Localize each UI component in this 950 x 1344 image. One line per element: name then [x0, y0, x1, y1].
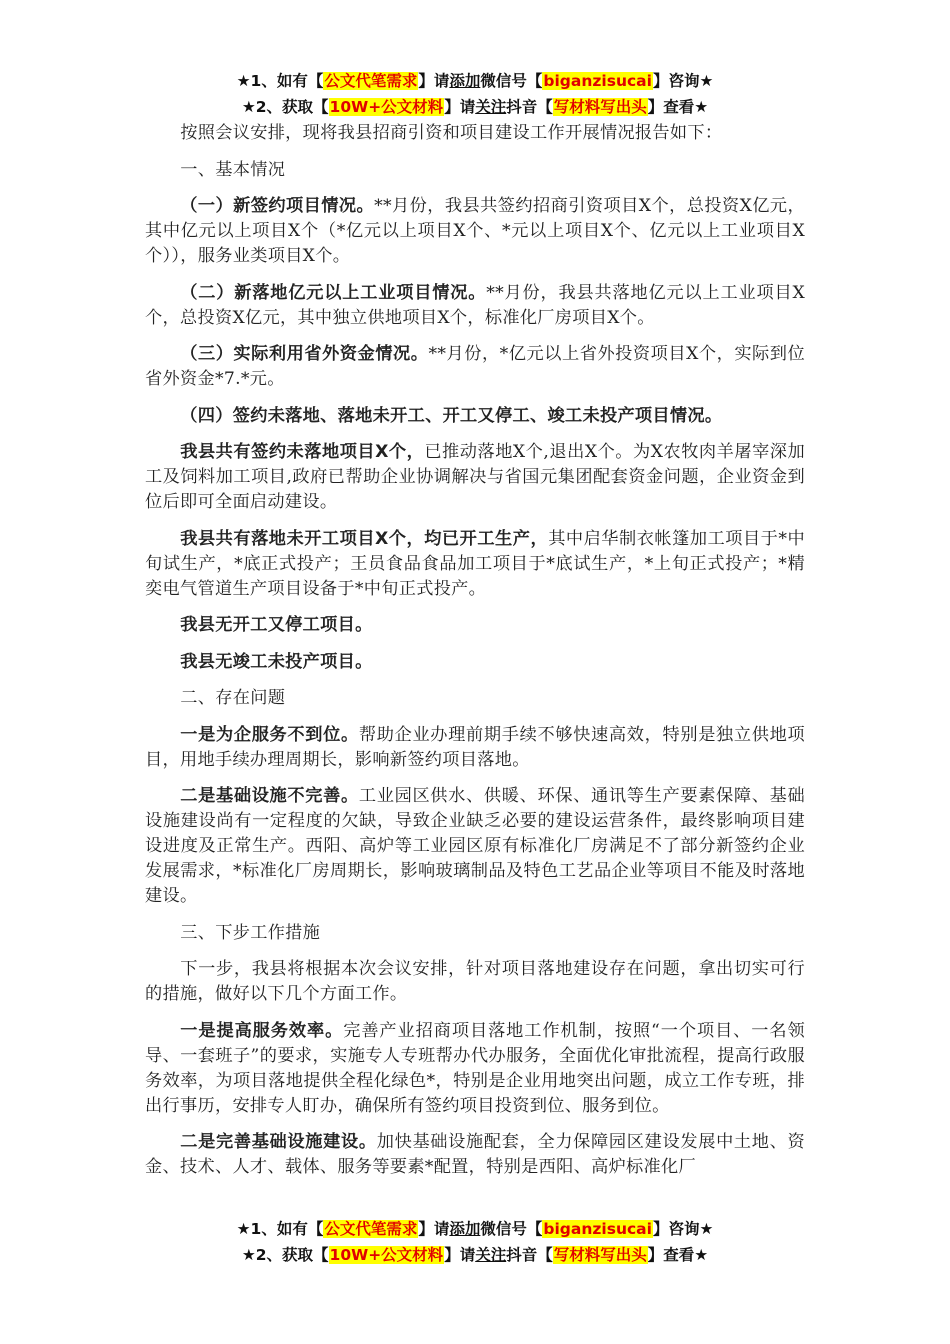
paragraph-text: **月份，*亿元以上省外投资项目X个，实际到位省外资金*7.*元。: [145, 344, 805, 389]
section-heading-2: 二、存在问题: [180, 688, 286, 708]
paragraph-text: 已推动落地X个,退出X个。为X农牧肉羊屠宰深加工及饲料加工项目,政府已帮助企业协调解决与省国元集团配套资金问题，企业资金到位后即可全面启动建设。: [145, 442, 806, 512]
paragraph-no-unproduced: [145, 650, 805, 675]
banner-text: 】查看★: [647, 98, 709, 116]
document-body: [145, 121, 805, 1192]
section-heading-1: 一、基本情况: [180, 159, 286, 180]
highlight-materials: 10W+公文材料: [329, 98, 444, 116]
banner-text: 抖音【: [506, 1246, 553, 1264]
highlight-wechat-id: biganzisucai: [543, 1220, 652, 1238]
paragraph-lead: （二）新落地亿元以上工业项目情况。: [180, 282, 487, 303]
banner-line-1: [0, 68, 950, 94]
paragraph-infrastructure-issue: [145, 784, 805, 909]
paragraph-lead: 一是为企服务不到位。: [180, 724, 359, 745]
banner-text: 】请: [418, 72, 450, 90]
paragraph-new-signed: [145, 194, 805, 269]
banner-text: 】咨询★: [652, 1220, 714, 1238]
paragraph-service-issue: [145, 723, 805, 773]
top-banner: [0, 68, 950, 120]
paragraph-text: 完善产业招商项目落地工作机制，按照“一个项目、一名领导、一套班子”的要求，实施专人专班帮办代办服务，全面优化审批流程，提高行政服务效率，为项目落地提供全程化绿色*，特别是企业用地突出问题，成立工作专班，排出行事历，安排专人盯办，确保所有签约项目投资到位、服务到位。: [145, 1020, 805, 1116]
paragraph-text: 工业园区供水、供暖、环保、通讯等生产要素保障、基础设施建设尚有一定程度的欠缺，导致企业缺乏必要的建设运营条件，最终影响项目建设进度及正常生产。西阳、高炉等工业园区原有标准化厂房满足不了部分新签约企业发展需求，*标准化厂房周期长，影响玻璃制品及特色工艺品企业等项目不能及时落地建设。: [145, 786, 805, 906]
banner-text: ★2、获取【: [241, 98, 329, 116]
paragraph-lead: 我县共有签约未落地项目X个，: [180, 442, 425, 462]
banner-line-2: [0, 94, 950, 120]
paragraph-text: 加快基础设施配套，全力保障园区建设发展中土地、资金、技术、人才、载体、服务等要素*配置，特别是西阳、高炉标准化厂: [145, 1132, 805, 1177]
banner-text: 】咨询★: [652, 72, 714, 90]
paragraph-landed-not-started: [145, 527, 805, 602]
banner-text: ★1、如有【: [236, 72, 324, 90]
banner-text: 微信号【: [480, 1220, 543, 1238]
paragraph-new-landed: [145, 281, 805, 331]
paragraph-lead: 二是完善基础设施建设。: [180, 1132, 377, 1152]
intro-paragraph: 按照会议安排，现将我县招商引资和项目建设工作开展情况报告如下：: [180, 123, 723, 143]
banner-underlined-text: 关注: [475, 1246, 507, 1264]
banner-line-2: [0, 1242, 950, 1268]
paragraph-text: 帮助企业办理前期手续不够快速高效，特别是独立供地项目，用地手续办理周期长，影响新签约项目落地。: [145, 724, 805, 770]
paragraph-service-efficiency: [145, 1019, 805, 1119]
highlight-wechat-id: biganzisucai: [543, 72, 652, 90]
paragraph-external-funds: [145, 342, 805, 392]
highlight-douyin: 写材料写出头: [553, 98, 647, 116]
banner-text: 】查看★: [647, 1246, 709, 1264]
banner-text: 抖音【: [506, 98, 553, 116]
highlight-douyin: 写材料写出头: [553, 1246, 647, 1264]
paragraph-lead: （四）签约未落地、落地未开工、开工又停工、竣工未投产项目情况。: [180, 405, 723, 426]
banner-text: ★2、获取【: [241, 1246, 329, 1264]
paragraph-lead: 我县无开工又停工项目。: [180, 615, 373, 635]
paragraph-lead: 我县共有落地未开工项目X个，均已开工生产，: [180, 528, 549, 549]
paragraph-lead: （三）实际利用省外资金情况。: [180, 344, 429, 364]
highlight-materials: 10W+公文材料: [329, 1246, 444, 1264]
paragraph-lead: 二是基础设施不完善。: [180, 786, 359, 806]
paragraph-text: **月份，我县共落地亿元以上工业项目X个，总投资X亿元，其中独立供地项目X个，标准化厂房项目X个。: [145, 282, 805, 328]
paragraph-lead: （一）新签约项目情况。: [180, 196, 375, 216]
banner-text: ★1、如有【: [236, 1220, 324, 1238]
paragraph-infrastructure-plan: [145, 1130, 805, 1180]
banner-text: 微信号【: [480, 72, 543, 90]
banner-underlined-text: 添加: [449, 72, 481, 90]
banner-underlined-text: 添加: [449, 1220, 481, 1238]
paragraph-lead: 一是提高服务效率。: [180, 1020, 344, 1041]
highlight-service: 公文代笔需求: [324, 1220, 418, 1238]
paragraph-text: **月份，我县共签约招商引资项目X个，总投资X亿元，其中亿元以上项目X个（*亿元以上项目X个、*元以上项目X个、亿元以上工业项目X个）），服务业类项目X个。: [145, 196, 805, 266]
paragraph-text: 其中启华制衣帐篷加工项目于*中旬试生产，*底正式投产；王员食品食品加工项目于*底试生产，*上旬正式投产；*精奕电气管道生产项目设备于*中旬正式投产。: [145, 528, 805, 599]
banner-line-1: [0, 1216, 950, 1242]
banner-text: 】请: [418, 1220, 450, 1238]
paragraph-next-steps: 下一步，我县将根据本次会议安排，针对项目落地建设存在问题，拿出切实可行的措施，做好以下几个方面工作。: [145, 959, 805, 1004]
paragraph-no-stopped: [145, 613, 805, 638]
section-heading-3: 三、下步工作措施: [180, 922, 321, 943]
bottom-banner: [0, 1216, 950, 1268]
highlight-service: 公文代笔需求: [324, 72, 418, 90]
banner-underlined-text: 关注: [475, 98, 507, 116]
banner-text: 】请: [444, 1246, 476, 1264]
paragraph-signed-not-landed: [145, 440, 805, 515]
paragraph-lead: 我县无竣工未投产项目。: [180, 651, 373, 672]
paragraph-project-status: [145, 404, 805, 429]
banner-text: 】请: [444, 98, 476, 116]
